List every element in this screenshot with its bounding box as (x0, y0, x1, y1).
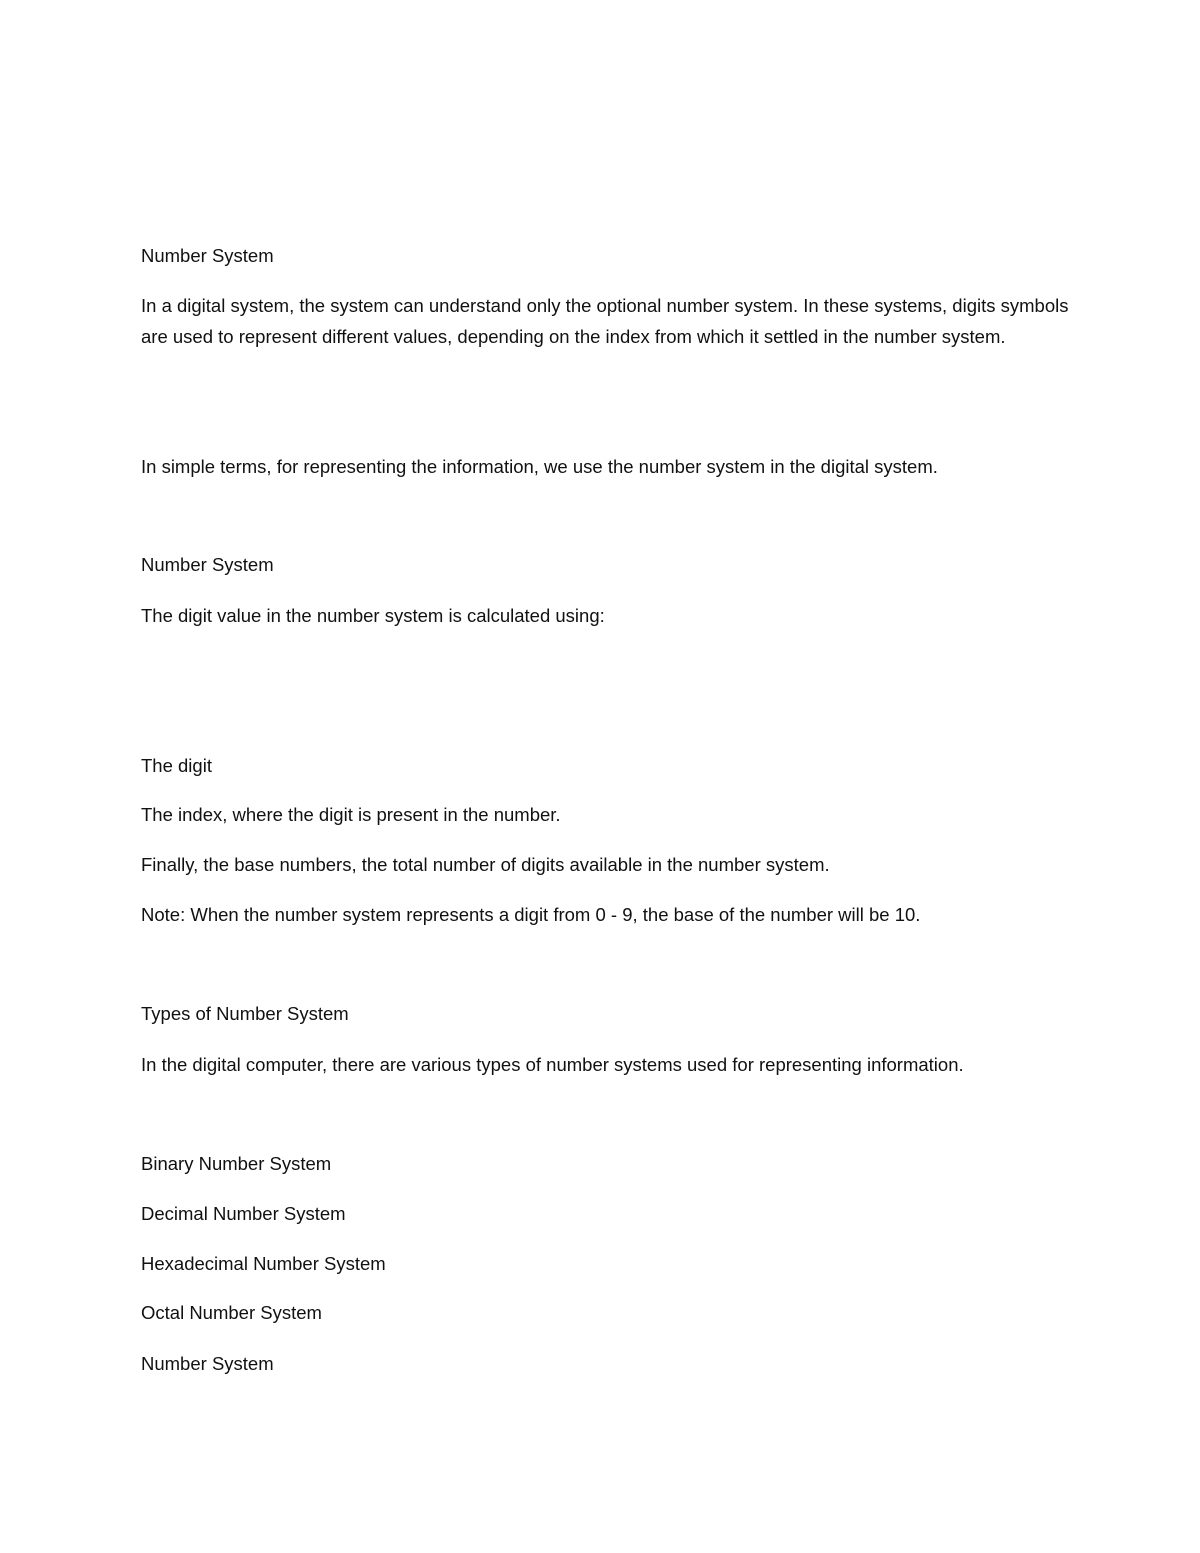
list-item-base: Finally, the base numbers, the total number of digits available in the number system. (141, 854, 830, 875)
type-item-decimal: Decimal Number System (141, 1203, 346, 1224)
note-paragraph: Note: When the number system represents a digit from 0 - 9, the base of the number will be 10. (141, 904, 921, 925)
type-item-binary: Binary Number System (141, 1153, 332, 1174)
section-heading-types: Types of Number System (141, 1003, 349, 1024)
digit-value-paragraph: The digit value in the number system is calculated using: (141, 605, 605, 626)
type-item-octal: Octal Number System (141, 1302, 322, 1323)
type-item-hexadecimal: Hexadecimal Number System (141, 1253, 386, 1274)
list-item-digit: The digit (141, 755, 212, 776)
section-heading-number-system-2: Number System (141, 554, 274, 575)
simple-terms-paragraph: In simple terms, for representing the information, we use the number system in the digital system. (141, 456, 938, 477)
section-heading-number-system: Number System (141, 245, 274, 266)
type-item-number-system: Number System (141, 1353, 274, 1374)
intro-paragraph: In a digital system, the system can understand only the optional number system. In these systems, digits symbols are used to represent different values, depending on the index from which it settled in the number system. (141, 295, 1069, 347)
list-item-index: The index, where the digit is present in the number. (141, 804, 561, 825)
types-intro-paragraph: In the digital computer, there are various types of number systems used for representing information. (141, 1054, 964, 1075)
